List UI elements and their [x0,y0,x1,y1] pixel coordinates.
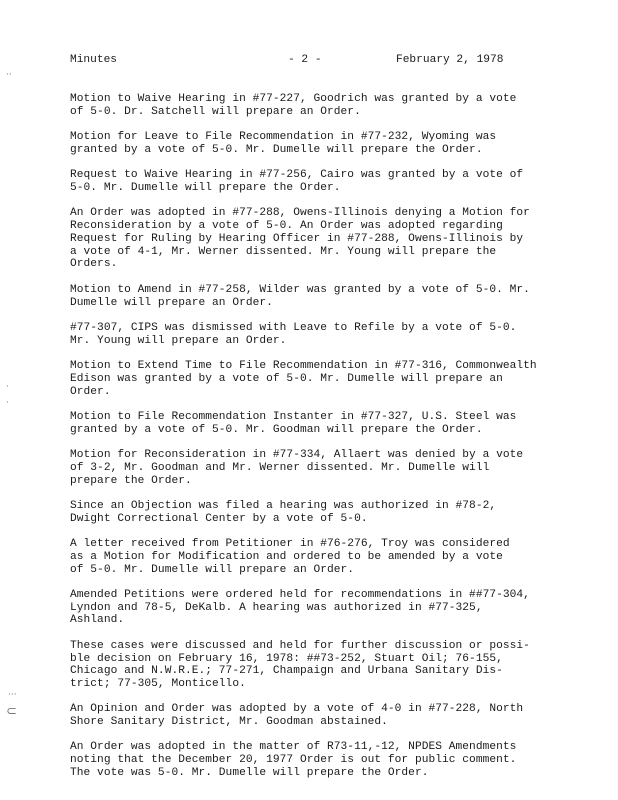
scan-speck-mark: ·· [6,70,12,80]
header-title: Minutes [70,54,117,66]
paragraph-troy: A letter received from Petitioner in #76-276, Troy was considered as a Motion for Modification and ordered to be amended by a vote of 5-0. Mr. Dumelle will prepare an Order. [70,537,510,576]
paragraph-dwight: Since an Objection was filed a hearing was authorized in #78-2, Dwight Correctional Center by a vote of 5-0. [70,499,497,525]
scan-speck-mark: · [6,382,9,392]
paragraph-held-cases: These cases were discussed and held for further discussion or possi- ble decision on February 16, 1978: ##73-252, Stuart Oil; 76-155, Chicago and N.W.R.E.; 77-271, Champaign and Urbana Sanitary Dis- trict; 77-305, Monticello. [70,639,530,691]
minutes-body [70,93,575,792]
paragraph-wilder: Motion to Amend in #77-258, Wilder was granted by a vote of 5-0. Mr. Dumelle will prepare an Order. [70,283,530,309]
scan-speck-mark: · [6,398,9,408]
paragraph-amended-petitions: Amended Petitions were ordered held for recommendations in ##77-304, Lyndon and 78-5, DeKalb. A hearing was authorized in #77-325, Ashland. [70,588,530,627]
paragraph-commonwealth-edison: Motion to Extend Time to File Recommendation in #77-316, Commonwealth Edison was granted by a vote of 5-0. Mr. Dumelle will prepare an Order. [70,359,537,398]
paragraph-north-shore: An Opinion and Order was adopted by a vote of 4-0 in #77-228, North Shore Sanitary District, Mr. Goodman abstained. [70,703,524,729]
paragraph-us-steel: Motion to File Recommendation Instanter in #77-327, U.S. Steel was granted by a vote of 5-0. Mr. Goodman will prepare the Order. [70,410,517,436]
paragraph-allaert: Motion for Reconsideration in #77-334, Allaert was denied by a vote of 3-2, Mr. Goodman and Mr. Werner dissented. Mr. Dumelle will prepare the Order. [70,448,524,487]
scan-hole-mark: ⊂ [6,704,17,719]
scan-speck-mark: ··· [8,690,17,700]
paragraph-npdes: An Order was adopted in the matter of R73-11,-12, NPDES Amendments noting that the December 20, 1977 Order is out for public comment. The vote was 5-0. Mr. Dumelle will prepare the Order. [70,741,517,780]
paragraph-wyoming: Motion for Leave to File Recommendation in #77-232, Wyoming was granted by a vote of 5-0. Mr. Dumelle will prepare the Order. [70,131,497,156]
page-number: - 2 - [288,54,322,66]
header-date: February 2, 1978 [396,54,504,66]
paragraph-owens-illinois: An Order was adopted in #77-288, Owens-Illinois denying a Motion for Reconsideration by a vote of 5-0. An Order was adopted regarding Request for Ruling by Hearing Officer in #77-288, Owens-Illinois by a vote of 4-1, Mr. Werner dissented. Mr. Young will prepare the Orders. [70,207,530,271]
paragraph-goodrich: Motion to Waive Hearing in #77-227, Goodrich was granted by a vote of 5-0. Dr. Satchell will prepare an Order. [70,93,517,118]
paragraph-cairo: Request to Waive Hearing in #77-256, Cairo was granted by a vote of 5-0. Mr. Dumelle will prepare the Order. [70,169,524,194]
paragraph-cips: #77-307, CIPS was dismissed with Leave to Refile by a vote of 5-0. Mr. Young will prepare an Order. [70,321,517,347]
page-header [70,54,570,70]
